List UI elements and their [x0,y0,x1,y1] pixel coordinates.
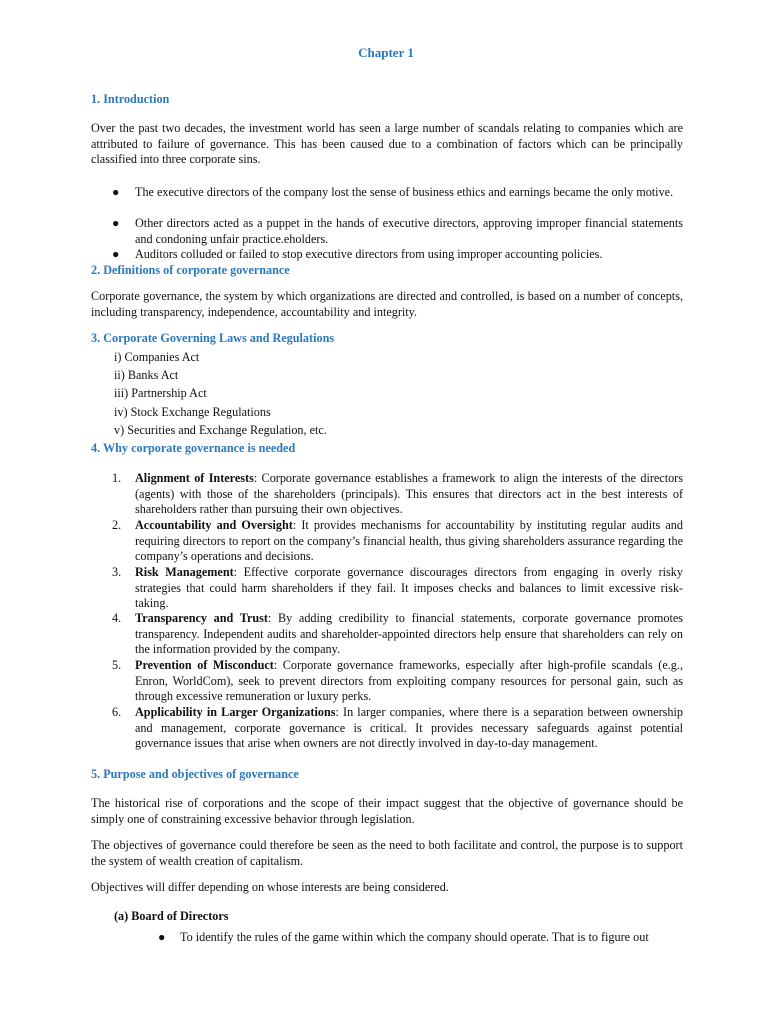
list-item-term: Accountability and Oversight [135,518,293,532]
list-item-text: : It provides mechanisms for accountability by instituting regular audits and requiring directors to report on the company’s financial health, thus giving shareholders assurance regarding the company’s operations and decisions. [135,518,683,564]
section-heading-laws: 3. Corporate Governing Laws and Regulations [91,331,335,345]
list-item-text: Auditors colluded or failed to stop executive directors from using improper accounting policies. [135,247,603,261]
list-item-text: : Effective corporate governance discourages directors from engaging in overly risky strategies that could harm shareholders if they fail. It imposes checks and balances to limit excessive risk-taking. [135,565,683,611]
list-item [112,216,683,247]
list-item-term: Alignment of Interests [135,471,254,485]
section-heading-definitions: 2. Definitions of corporate governance [91,263,290,277]
list-item: v) Securities and Exchange Regulation, etc. [114,423,327,437]
bullet-icon: ● [112,185,120,199]
list-item-term: Applicability in Larger Organizations [135,705,336,719]
chapter-title: Chapter 1 [358,45,414,60]
list-item: i) Companies Act [114,350,200,364]
list-item-text: : Corporate governance frameworks, especially after high-profile scandals (e.g., Enron, WorldCom), seek to prevent directors from exploiting company resources for personal gain, such as through excessive remuneration or luxury perks. [135,658,683,704]
list-item: ii) Banks Act [114,368,179,382]
list-item-text: Other directors acted as a puppet in the hands of executive directors, approving improper financial statements and condoning unfair practice.eholders. [135,216,683,246]
list-item-text: : Corporate governance establishes a framework to align the interests of the directors (agents) with those of the shareholders (principals). This ensures that directors act in the best interests of shareholders rather than pursuing their own objectives. [135,471,683,517]
section-heading-purpose: 5. Purpose and objectives of governance [91,767,299,781]
section-heading-introduction: 1. Introduction [91,92,170,106]
list-item-text: To identify the rules of the game within which the company should operate. That is to figure out [180,930,649,944]
list-item [112,518,683,565]
section-heading-why-needed: 4. Why corporate governance is needed [91,441,296,455]
list-number: 1. [112,471,122,485]
list-item [112,658,683,705]
subheading-board-of-directors: (a) Board of Directors [114,909,229,923]
list-item-term: Transparency and Trust [135,611,268,625]
list-item [112,611,683,658]
list-number: 2. [112,518,122,532]
list-item: iii) Partnership Act [114,386,207,400]
list-item [158,930,683,946]
list-item [112,705,683,752]
list-item-term: Prevention of Misconduct [135,658,274,672]
definitions-paragraph: Corporate governance, the system by which organizations are directed and controlled, is based on a number of concepts, including transparency, independence, accountability and integrity. [91,289,683,319]
bullet-icon: ● [112,247,120,261]
list-item [112,185,683,201]
list-number: 5. [112,658,122,672]
list-item-term: Risk Management [135,565,234,579]
list-item [112,471,683,518]
list-number: 3. [112,565,122,579]
introduction-paragraph: Over the past two decades, the investment world has seen a large number of scandals relating to companies which are attributed to failure of governance. This has been caused due to a combination of factors which can be principally classified into three corporate sins. [91,121,683,167]
list-number: 4. [112,611,122,625]
list-item: iv) Stock Exchange Regulations [114,405,271,419]
list-item-text: : By adding credibility to financial statements, corporate governance promotes transparency. Independent audits and shareholder-appointed directors help ensure that shareholders can rely on the information provided by the company. [135,611,683,657]
purpose-paragraph: Objectives will differ depending on whose interests are being considered. [91,880,449,894]
purpose-paragraph: The objectives of governance could therefore be seen as the need to both facilitate and control, the purpose is to support the system of wealth creation of capitalism. [91,838,683,868]
list-item-text: The executive directors of the company lost the sense of business ethics and earnings became the only motive. [135,185,674,199]
list-item [112,247,683,263]
list-number: 6. [112,705,122,719]
purpose-paragraph: The historical rise of corporations and the scope of their impact suggest that the objective of governance should be simply one of constraining excessive behavior through legislation. [91,796,683,826]
list-item-text: : In larger companies, where there is a separation between ownership and management, corporate governance is critical. It provides necessary safeguards against potential governance issues that arise when owners are not directly involved in day-to-day management. [135,705,683,751]
bullet-icon: ● [158,930,166,944]
bullet-icon: ● [112,216,120,230]
list-item [112,565,683,612]
